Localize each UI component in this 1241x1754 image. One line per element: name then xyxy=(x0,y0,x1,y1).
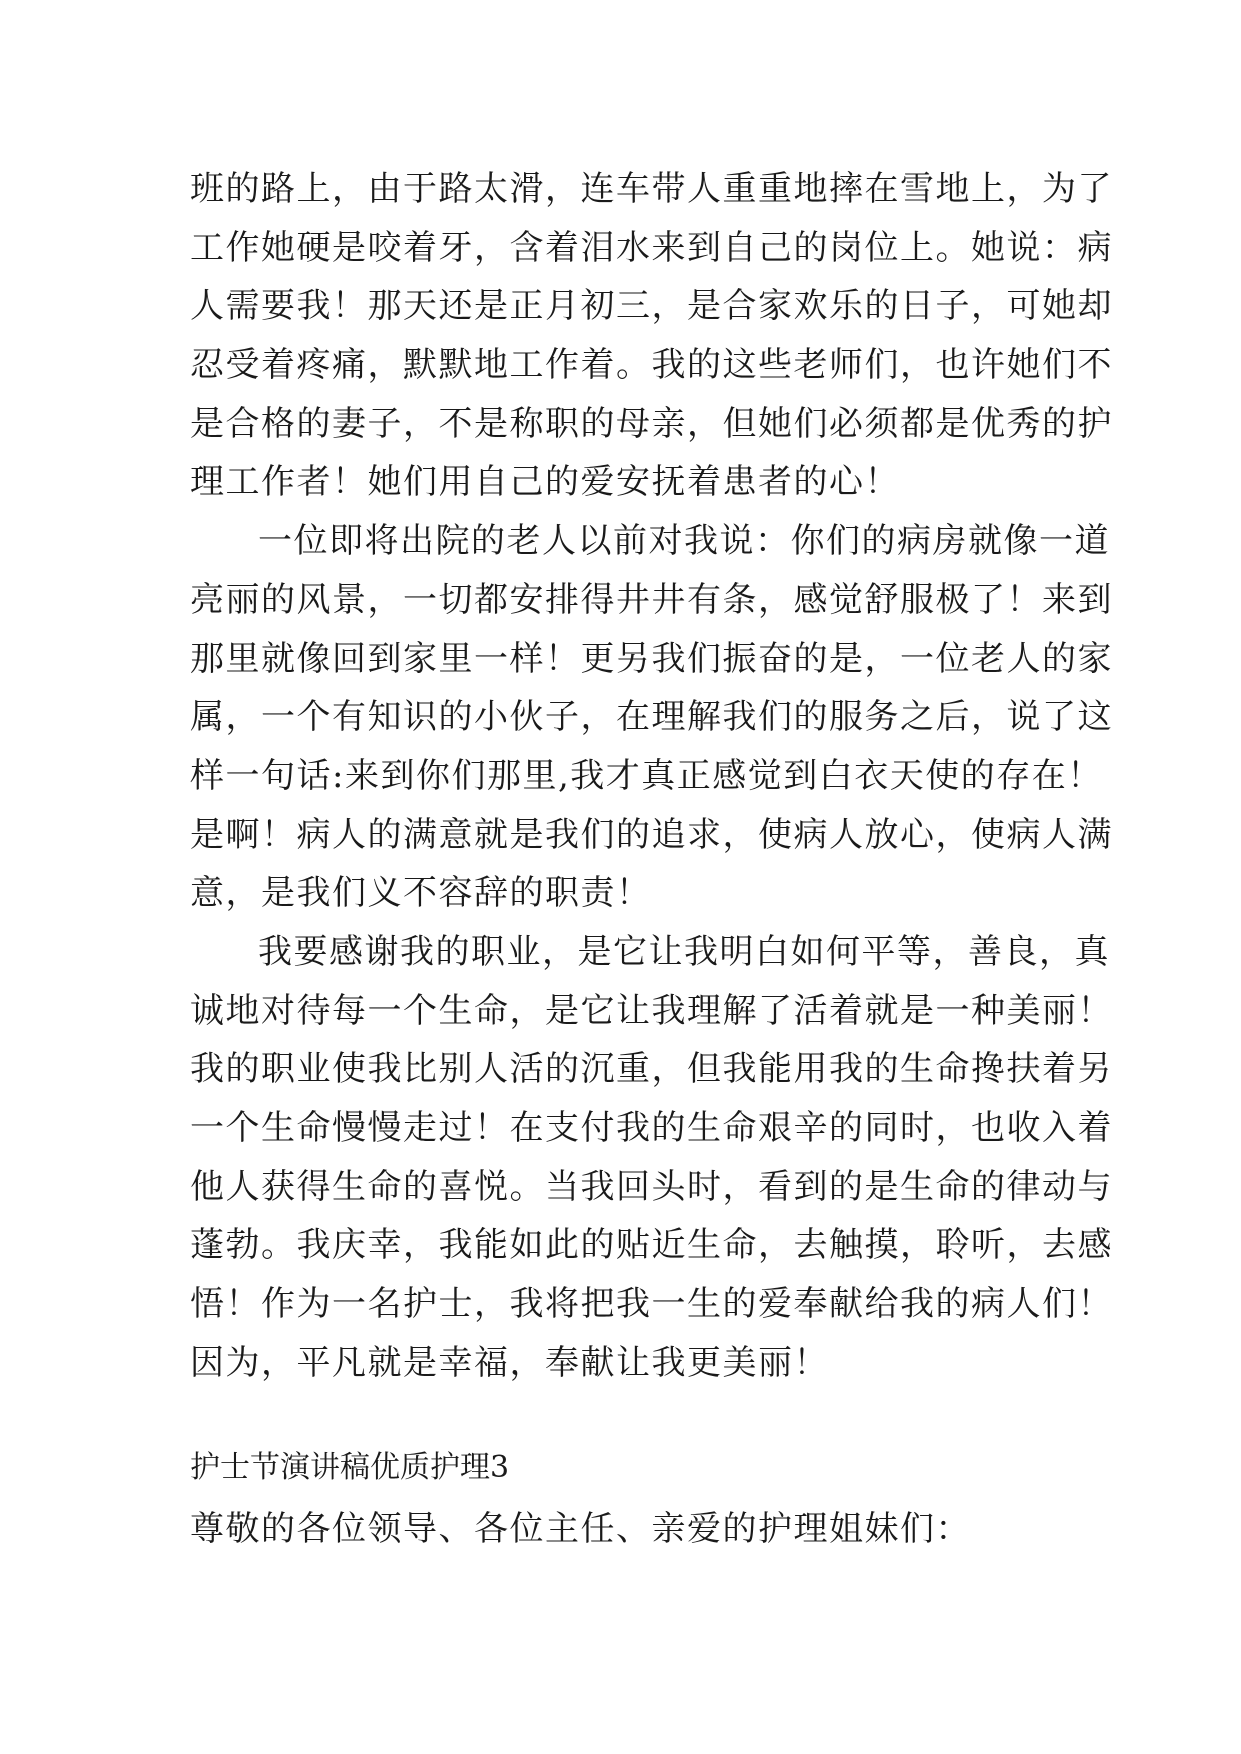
text-line: 他人获得生命的喜悦。当我回头时，看到的是生命的律动与 xyxy=(190,1166,1113,1207)
paragraph-start-line: 一位即将出院的老人以前对我说：你们的病房就像一道 xyxy=(258,521,1110,562)
text-line: 班的路上，由于路太滑，连车带人重重地摔在雪地上，为了 xyxy=(190,169,1113,209)
text-line: 忍受着疼痛，默默地工作着。我的这些老师们，也许她们不 xyxy=(190,345,1113,386)
section-heading: 护士节演讲稿优质护理3 xyxy=(190,1450,510,1485)
text-line: 人需要我！那天还是正月初三，是合家欢乐的日子，可她却 xyxy=(190,286,1113,327)
text-line: 因为，平凡就是幸福，奉献让我更美丽！ xyxy=(190,1342,829,1383)
text-line: 诚地对待每一个生命，是它让我理解了活着就是一种美丽！ xyxy=(190,990,1113,1031)
text-line: 属，一个有知识的小伙子，在理解我们的服务之后，说了这 xyxy=(190,697,1113,738)
text-line: 意，是我们义不容辞的职责！ xyxy=(190,873,652,914)
text-line: 是合格的妻子，不是称职的母亲，但她们必须都是优秀的护 xyxy=(190,403,1113,444)
text-line: 工作她硬是咬着牙，含着泪水来到自己的岗位上。她说：病 xyxy=(190,227,1113,268)
salutation-line: 尊敬的各位领导、各位主任、亲爱的护理姐妹们： xyxy=(190,1509,971,1549)
body-text xyxy=(190,160,1113,1392)
text-line: 理工作者！她们用自己的爱安抚着患者的心！ xyxy=(190,462,900,503)
text-line: 一个生命慢慢走过！在支付我的生命艰辛的同时，也收入着 xyxy=(190,1108,1113,1148)
paragraph-start-line: 我要感谢我的职业，是它让我明白如何平等，善良，真 xyxy=(258,931,1110,972)
text-line: 亮丽的风景，一切都安排得井井有条，感觉舒服极了！来到 xyxy=(190,579,1113,620)
text-line: 是啊！病人的满意就是我们的追求，使病人放心，使病人满 xyxy=(190,814,1113,855)
text-line: 那里就像回到家里一样！更另我们振奋的是，一位老人的家 xyxy=(190,638,1113,679)
text-line: 样一句话:来到你们那里,我才真正感觉到白衣天使的存在！ xyxy=(190,755,1103,796)
text-line: 蓬勃。我庆幸，我能如此的贴近生命，去触摸，聆听，去感 xyxy=(190,1225,1113,1266)
text-line: 我的职业使我比别人活的沉重，但我能用我的生命搀扶着另 xyxy=(190,1049,1113,1090)
text-line: 悟！作为一名护士，我将把我一生的爱奉献给我的病人们！ xyxy=(190,1284,1113,1325)
